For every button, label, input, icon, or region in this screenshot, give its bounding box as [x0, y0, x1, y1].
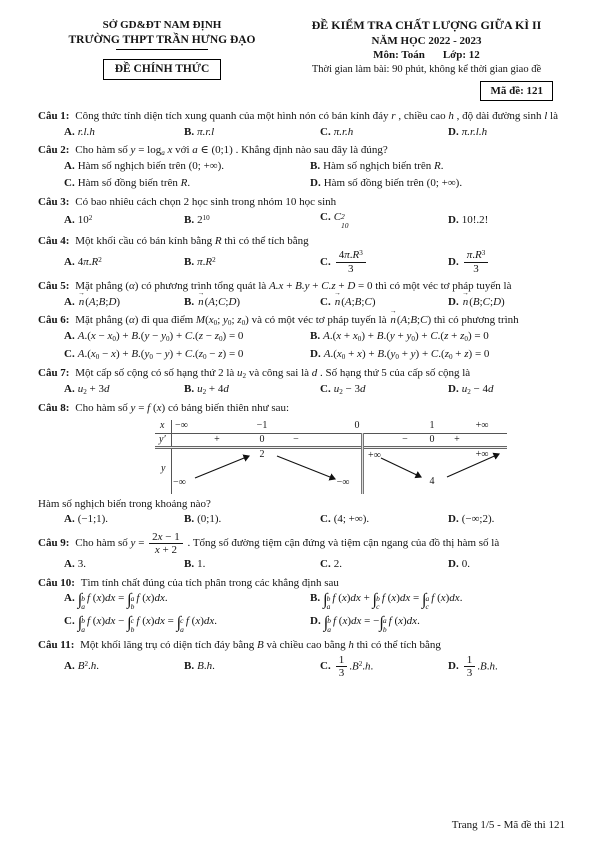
answer-option: A. $B^2.h$. [64, 660, 100, 673]
answer-option: A. $4\pi.R^2$ [64, 255, 102, 268]
question-block [38, 576, 567, 634]
question-head [38, 195, 567, 210]
question-head [38, 109, 567, 124]
question-text: Tìm tính chất đúng của tích phân trong các khẳng định sau [80, 576, 339, 589]
question-subtext: Hàm số nghịch biến trong khoảng nào? [38, 497, 211, 510]
answer-option: B. $\pi.R^2$ [184, 255, 216, 268]
bbt-y-value: 2 [259, 448, 265, 460]
question-label: Câu 5: [38, 280, 73, 293]
bbt-y-value: +∞ [475, 448, 489, 460]
answer-option: B. (0;1). [184, 513, 222, 526]
question-block [38, 531, 567, 572]
bbt-sign: 0 [429, 433, 435, 445]
header [38, 18, 567, 101]
question-head [38, 366, 567, 381]
department-name: SỞ GD&ĐT NAM ĐỊNH [102, 19, 222, 31]
question-text: Một cấp số cộng có số hạng thứ 2 là $u_2$ và công sai là d . Số hạng thứ 5 của cấp số cộng là [75, 366, 471, 380]
bbt-sign: − [402, 433, 408, 445]
question-label: Câu 8: [38, 402, 73, 415]
bbt-x-label: x [160, 419, 165, 431]
question-block [38, 234, 567, 275]
answer-option: D. $A.(x_0 + x) + B.(y_0 + y) + C.(z_0 + z) = 0$ [310, 347, 490, 361]
answer-option: D. $\frac{1}{3}$ .B.h. [448, 653, 498, 679]
subject: Môn: Toán [373, 49, 425, 62]
subject-grade [286, 48, 567, 63]
bbt-trend-arrows [155, 448, 507, 494]
answer-option: D. 10!.2! [448, 213, 489, 226]
question-head [38, 143, 567, 158]
answer-option: D. (−∞;2). [448, 513, 495, 526]
answer-option: A. 3. [64, 558, 86, 571]
answer-options [64, 382, 567, 397]
bbt-y-value: −∞ [173, 476, 186, 488]
question-head [38, 313, 567, 328]
question-block [38, 109, 567, 139]
answer-option: B. → n(A;C;D) [184, 295, 312, 310]
answer-option: C. C 2 10 [320, 211, 349, 230]
grade: Lớp: 12 [442, 49, 480, 62]
question-head [38, 234, 567, 249]
duration: Thời gian làm bài: 90 phút, không kể thời gian giao đề [311, 63, 542, 75]
questions [38, 109, 567, 679]
bbt-x-value: −∞ [175, 419, 188, 431]
question-text: Cho hàm số y = $\frac{2x - 1}{x + 2}$ . Tổng số đường tiệm cận đứng và tiệm cận ngang của đồ thị hàm số là [75, 530, 500, 557]
question-block [38, 313, 567, 362]
bbt-sign: + [454, 433, 460, 445]
answer-options [64, 159, 567, 190]
question-head [38, 401, 567, 416]
answer-options [64, 654, 567, 680]
answer-options [64, 210, 567, 230]
answer-option: B. $u_2 + 4d$ [184, 383, 229, 396]
answer-option: B. ∫ b a f (x)dx + ∫ b c f (x)dx = ∫ a c f (x)dx. [310, 590, 463, 612]
footer-page-info: Trang 1/5 - Mã đề thi 121 [451, 819, 565, 832]
question-text: Có bao nhiêu cách chọn 2 học sinh trong nhóm 10 học sinh [75, 195, 337, 208]
answer-options [64, 591, 567, 634]
question-label: Câu 4: [38, 234, 73, 247]
answer-option: B. Hàm số nghịch biến trên R. [310, 160, 444, 173]
question-label: Câu 3: [38, 195, 73, 208]
answer-options [64, 557, 567, 572]
question-text: Cho hàm số $y = \log_a x$ với a ∈ (0;1) . Khẳng định nào sau đây là đúng? [75, 144, 388, 158]
answer-option: C. 2. [320, 558, 342, 571]
answer-option: C. ∫ b a f (x)dx − ∫ c b f (x)dx = ∫ c a f (x)dx. [64, 612, 218, 634]
bbt-y-value: +∞ [368, 449, 381, 461]
question-block [38, 195, 567, 230]
answer-option: C. → n(A;B;C) [320, 295, 440, 310]
answer-option: C. Hàm số đồng biến trên R. [64, 177, 191, 189]
exam-code-box: Mã đề: 121 [480, 81, 553, 102]
answer-option: A. $10^2$ [64, 213, 93, 226]
bbt-yprime-label: y′ [159, 433, 166, 445]
answer-option: B. $A.(x + x_0) + B.(y + y_0) + C.(z + z_0) = 0$ [310, 330, 489, 344]
answer-option: A. → n(A;B;D) [64, 295, 176, 310]
bbt-x-value: −1 [256, 419, 268, 431]
answer-option: B. $2^{10}$ [184, 213, 210, 226]
question-text: Một khối lăng trụ có diện tích đáy bằng B và chiều cao bằng h thì có thể tích bằng [80, 639, 441, 652]
answer-option: A. (−1;1). [64, 513, 109, 526]
bbt-y-value: 4 [429, 475, 435, 487]
question-text: Mặt phẳng (α) có phương trình tổng quát là A.x + B.y + C.z + D = 0 thì có một véc tơ pháp tuyến là [75, 280, 512, 293]
answer-options [64, 295, 567, 310]
question-text: Công thức tính diện tích xung quanh của một hình nón có bán kính đáy r , chiều cao h , độ dài đường sinh l là [75, 110, 558, 123]
question-block [38, 366, 567, 397]
answer-option: D. → n(B;C;D) [448, 295, 567, 310]
question-label: Câu 7: [38, 366, 73, 379]
question-block [38, 401, 567, 527]
question-label: Câu 2: [38, 144, 73, 157]
school-year: NĂM HỌC 2022 - 2023 [371, 34, 482, 47]
answer-option: D. 0. [448, 558, 470, 571]
answer-option: D. $\frac{\pi.R^3}{3}$ [448, 249, 567, 275]
answer-option: C. π.r.h [320, 125, 354, 138]
bbt-sign: + [214, 433, 220, 445]
bbt-y-label: y [161, 462, 166, 474]
question-head [38, 531, 567, 557]
answer-option: A. $u_2 + 3d$ [64, 383, 110, 396]
answer-options [64, 249, 567, 275]
answer-option: A. Hàm số nghịch biến trên (0; +∞). [64, 160, 225, 173]
answer-options [64, 125, 567, 140]
answer-option: B. π.r.l [184, 125, 215, 138]
question-block [38, 143, 567, 190]
bbt-x-value: 0 [354, 419, 360, 431]
question-text: Mặt phẳng (α) đi qua điểm $M(x_0$; $y_0$; $z_0$) và có một véc tơ pháp tuyến là → n(A;B;C) thì có phương trình [75, 314, 518, 326]
answer-option: D. π.r.l.h [448, 125, 488, 138]
answer-option: C. (4; +∞). [320, 513, 370, 526]
school-underline [116, 49, 208, 50]
bbt-x-value: +∞ [475, 419, 489, 431]
question-text: Một khối cầu có bán kính bằng R thì có thể tích bằng [75, 234, 309, 247]
question-label: Câu 6: [38, 314, 73, 327]
question-head [38, 279, 567, 294]
question-figure-slot [38, 420, 567, 494]
answer-option: A. r.l.h [64, 125, 95, 138]
header-left [38, 18, 286, 80]
question-label: Câu 9: [38, 537, 73, 550]
answer-option: C. $\frac{1}{3}$ $.B^2.h$. [320, 653, 374, 679]
answer-option: D. ∫ b a f (x)dx = −∫ a b f (x)dx. [310, 612, 420, 634]
answer-options [64, 512, 567, 527]
question-head [38, 638, 567, 653]
question-head [38, 576, 567, 591]
header-right [286, 18, 567, 101]
bbt-sign: 0 [259, 433, 265, 445]
question-block [38, 279, 567, 309]
question-label: Câu 10: [38, 576, 78, 589]
answer-option: B. 1. [184, 558, 206, 571]
answer-option: D. Hàm số đồng biến trên (0; +∞). [310, 177, 463, 189]
official-exam-box: ĐỀ CHÍNH THỨC [103, 59, 222, 80]
exam-code-wrap [286, 81, 567, 102]
answer-option: C. $A.(x_0 - x) + B.(y_0 - y) + C.(z_0 - z) = 0$ [64, 347, 244, 361]
answer-option: C. $u_2 - 3d$ [320, 383, 366, 396]
question-label: Câu 1: [38, 110, 73, 123]
variation-table [155, 420, 507, 494]
bbt-y-value: −∞ [336, 476, 350, 488]
answer-option: B. B.h. [184, 660, 215, 673]
school-name: TRƯỜNG THPT TRẦN HƯNG ĐẠO [68, 33, 256, 46]
answer-option: A. $A.(x - x_0) + B.(y - y_0) + C.(z - z_0) = 0$ [64, 330, 244, 344]
question-label: Câu 11: [38, 639, 78, 652]
answer-option: C. $\frac{4\pi.R^3}{3}$ [320, 249, 440, 275]
answer-options [64, 329, 567, 361]
question-text: Cho hàm số y = f (x) có bảng biến thiên như sau: [75, 402, 290, 415]
question-block [38, 638, 567, 679]
bbt-sign: − [293, 433, 299, 445]
answer-option: D. $u_2 - 4d$ [448, 383, 494, 396]
answer-option: A. ∫ b a f (x)dx = ∫ a b f (x)dx. [64, 590, 168, 612]
bbt-x-value: 1 [429, 419, 435, 431]
exam-title: ĐỀ KIỂM TRA CHẤT LƯỢNG GIỮA KÌ II [311, 18, 542, 32]
